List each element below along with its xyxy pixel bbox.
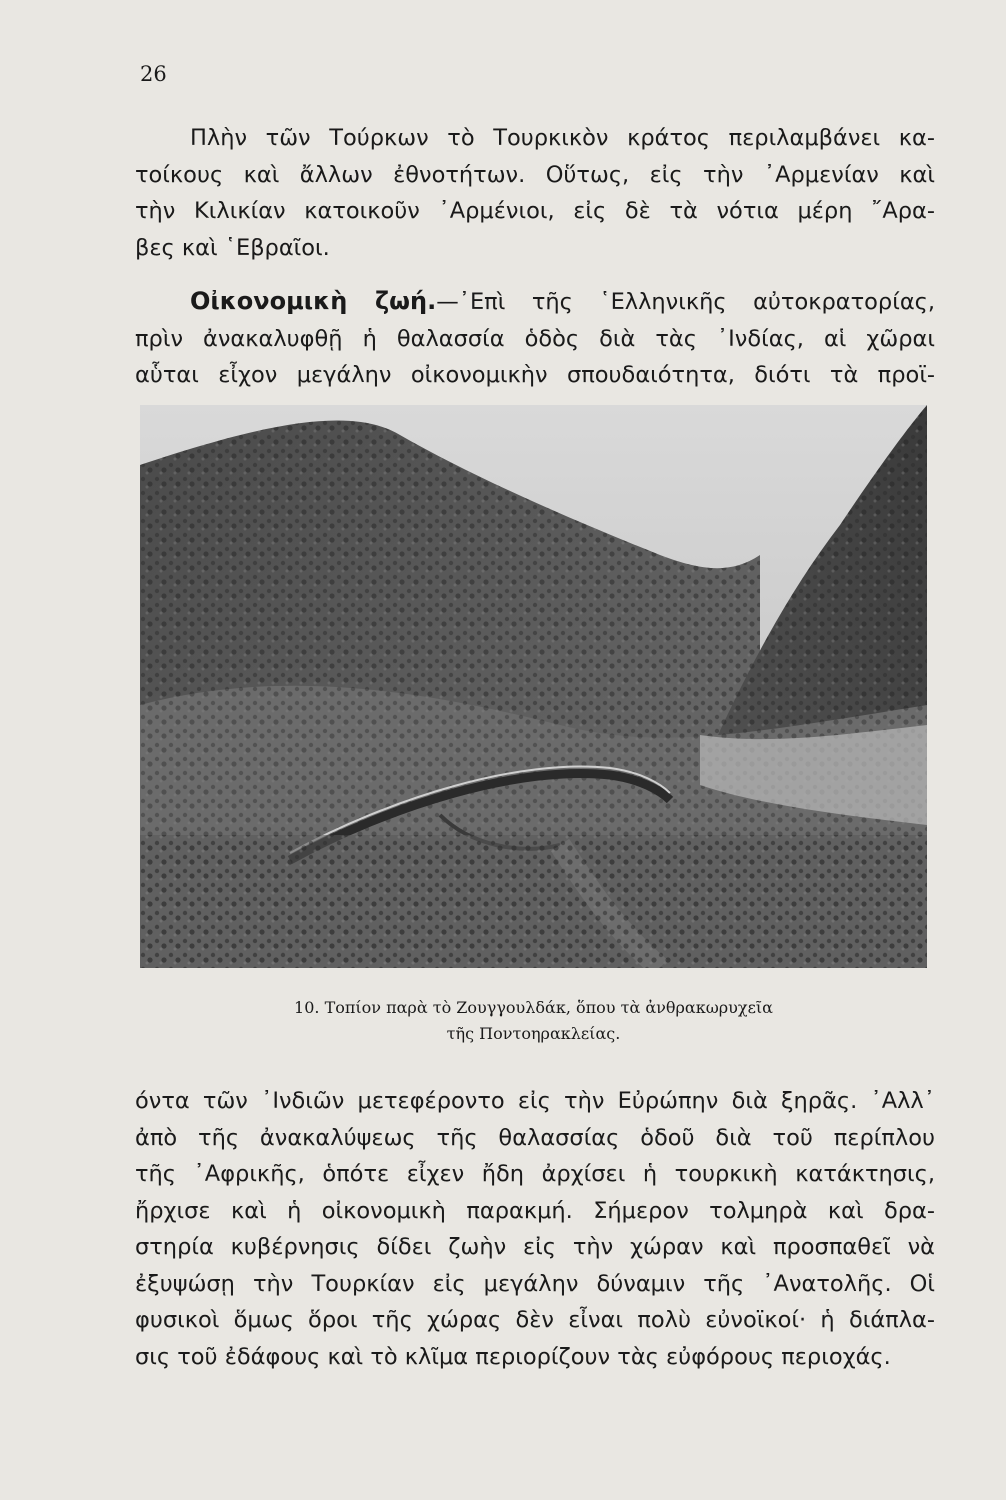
- heading-line-rest: —᾿Επὶ τῆς ῾Ελληνικῆς αὐτοκρατορίας,: [436, 289, 936, 315]
- landscape-photo: [140, 405, 927, 968]
- text-line: ἤρχισε καὶ ἡ οἰκονομικὴ παρακμή. Σήμερον τολμηρὰ καὶ δρα-: [135, 1197, 935, 1224]
- text-line: αὗται εἶχον μεγάλην οἰκονομικὴν σπουδαιότητα, διότι τὰ προϊ-: [135, 362, 935, 388]
- text-line: ἐξυψώσῃ τὴν Τουρκίαν εἰς μεγάλην δύναμιν τῆς ᾿Ανατολῆς. Οἱ: [135, 1270, 935, 1297]
- figure-caption: [140, 995, 927, 1047]
- text-line: πρὶν ἀνακαλυφθῇ ἡ θαλασσία ὁδὸς διὰ τὰς ᾿Ινδίας, αἱ χῶραι: [135, 325, 935, 352]
- paragraph-population: [135, 120, 935, 266]
- section-heading: Οἰκονομικὴ ζωή.: [190, 287, 437, 315]
- caption-line: 10. Τοπίον παρὰ τὸ Ζουγγουλδάκ, ὅπου τὰ ἀνθρακωρυχεῖα: [294, 998, 773, 1017]
- text-line: φυσικοὶ ὅμως ὅροι τῆς χώρας δὲν εἶναι πολὺ εὐνοϊκοί· ἡ διάπλα-: [135, 1307, 935, 1333]
- text-line: ἀπὸ τῆς ἀνακαλύψεως τῆς θαλασσίας ὁδοῦ διὰ τοῦ περίπλου: [135, 1124, 935, 1151]
- text-line: τὴν Κιλικίαν κατοικοῦν ᾿Αρμένιοι, εἰς δὲ τὰ νότια μέρη ῎Αρα-: [135, 198, 935, 224]
- text-line: τῆς ᾿Αφρικῆς, ὁπότε εἶχεν ἤδη ἀρχίσει ἡ τουρκικὴ κατάκτησις,: [135, 1161, 935, 1187]
- caption-line: τῆς Ποντοηρακλείας.: [446, 1024, 621, 1043]
- text-line: [135, 283, 935, 321]
- text-line: στηρία κυβέρνησις δίδει ζωὴν εἰς τὴν χώραν καὶ προσπαθεῖ νὰ: [135, 1234, 935, 1260]
- landscape-illustration: [140, 405, 927, 968]
- text-line: τοίκους καὶ ἄλλων ἐθνοτήτων. Οὕτως, εἰς τὴν ᾿Αρμενίαν καὶ: [135, 161, 935, 188]
- text-line: βες καὶ ῾Εβραῖοι.: [135, 234, 330, 261]
- text-line: Πλὴν τῶν Τούρκων τὸ Τουρκικὸν κράτος περιλαμβάνει κα-: [190, 125, 935, 151]
- paragraph-continuation: [135, 1083, 935, 1375]
- paragraph-economic-life: [135, 283, 935, 394]
- page-number: 26: [140, 62, 167, 86]
- text-line: σις τοῦ ἐδάφους καὶ τὸ κλῖμα περιορίζουν τὰς εὐφόρους περιοχάς.: [135, 1343, 891, 1370]
- text-line: όντα τῶν ᾿Ινδιῶν μετεφέροντο εἰς τὴν Εὐρώπην διὰ ξηρᾶς. ᾿Αλλ᾿: [135, 1088, 935, 1114]
